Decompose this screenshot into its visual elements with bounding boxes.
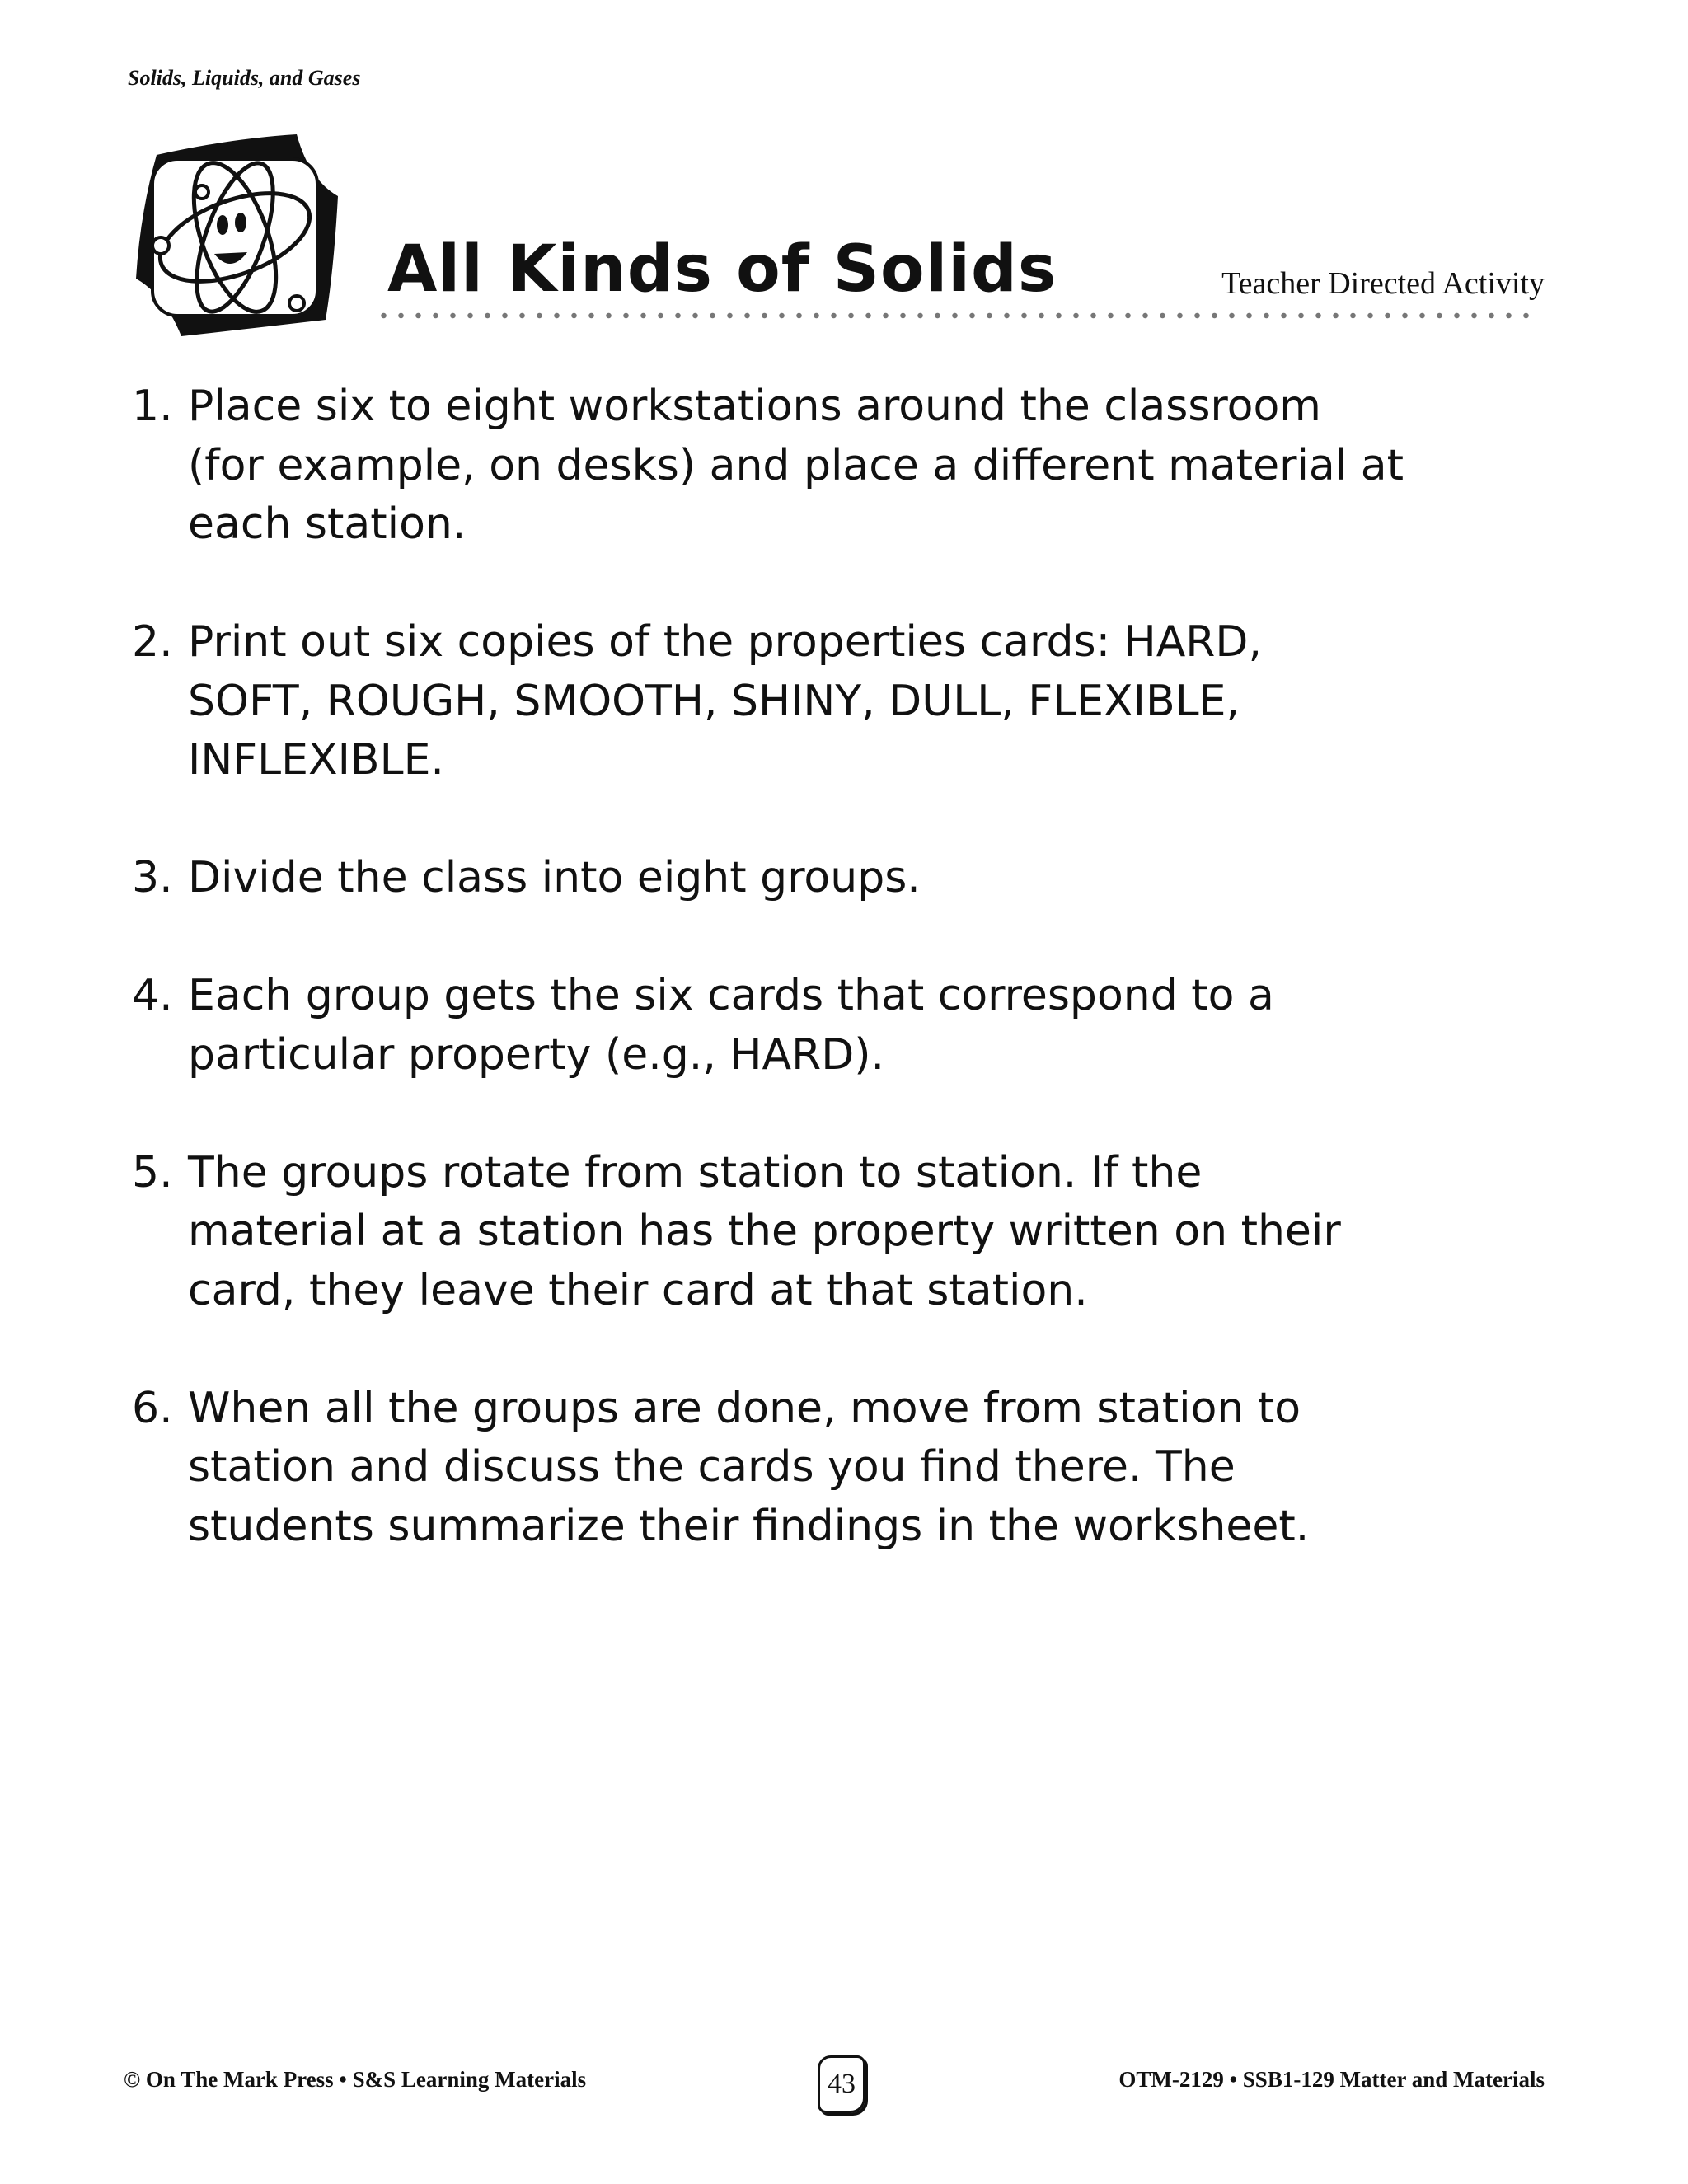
dotted-divider [375,312,1537,320]
step-text: Print out six copies of the properties cards: HARD, [188,617,1262,667]
step-text: The groups rotate from station to station. If the [188,1147,1203,1197]
step-number: 6. [132,1383,173,1433]
step-text: material at a station has the property written on their [188,1207,1341,1256]
step-text: When all the groups are done, move from station to [188,1383,1301,1433]
step-text: (for example, on desks) and place a different material at [188,440,1404,490]
step-number: 2. [132,617,173,667]
page-number: 43 [818,2055,865,2113]
footer-publisher: © On The Mark Press • S&S Learning Materials [124,2067,587,2092]
running-header: Solids, Liquids, and Gases [128,66,361,90]
page-title: All Kinds of Solids [387,232,1057,307]
step-item [132,377,1582,555]
step-text: each station. [188,499,467,549]
step-number: 3. [132,853,173,902]
steps-list [132,377,1582,1615]
step-text: students summarize their findings in the worksheet. [188,1501,1310,1551]
atom-mascot-icon [132,130,342,340]
step-text: SOFT, ROUGH, SMOOTH, SHINY, DULL, FLEXIBLE, [188,676,1240,726]
step-text: station and discuss the cards you find there. The [188,1442,1236,1492]
step-text: Divide the class into eight groups. [188,853,921,902]
step-text: Each group gets the six cards that correspond to a [188,971,1274,1020]
step-item [132,849,1582,908]
step-text: card, they leave their card at that station. [188,1265,1088,1315]
step-text: particular property (e.g., HARD). [188,1029,885,1080]
footer-product-code: OTM-2129 • SSB1-129 Matter and Materials [1118,2067,1545,2092]
step-item [132,1380,1582,1557]
step-number: 4. [132,971,173,1020]
step-text: INFLEXIBLE. [188,735,444,785]
activity-type: Teacher Directed Activity [1221,266,1545,301]
step-number: 5. [132,1147,173,1197]
step-number: 1. [132,382,173,431]
step-text: Place six to eight workstations around the classroom [188,382,1321,431]
step-item [132,613,1582,790]
step-item [132,1144,1582,1321]
step-item [132,967,1582,1085]
